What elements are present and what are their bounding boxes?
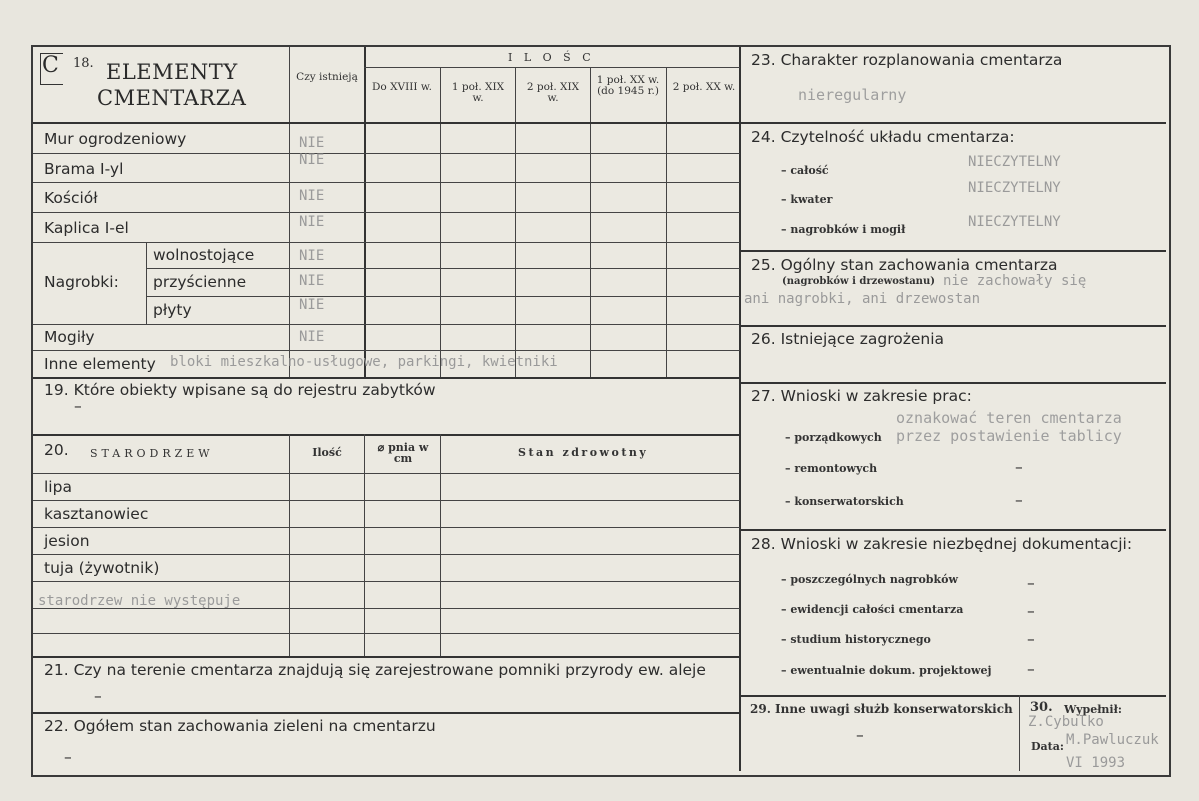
s27-value-konserwatorskich: – bbox=[1015, 491, 1023, 509]
col-line bbox=[364, 434, 365, 656]
col-header: 2 poł. XX w. bbox=[672, 81, 736, 93]
s25-value2: ani nagrobki, ani drzewostan bbox=[744, 291, 981, 307]
row-line bbox=[740, 529, 1166, 531]
row-line bbox=[33, 324, 740, 325]
s24-item-nagrobkow: – nagrobków i mogił bbox=[781, 223, 906, 236]
section-title-line2: CMENTARZA bbox=[97, 86, 247, 110]
tree-lipa: lipa bbox=[44, 478, 72, 496]
row-line bbox=[33, 473, 740, 474]
row-line bbox=[146, 268, 740, 269]
s21-label: 21. Czy na terenie cmentarza znajdują się zarejestrowane pomniki przyrody ew. aleje bbox=[44, 661, 706, 679]
s26-label: 26. Istniejące zagrożenia bbox=[751, 330, 945, 348]
col-line bbox=[666, 67, 667, 377]
s25-sub: (nagrobków i drzewostanu) bbox=[782, 276, 935, 287]
col-line bbox=[590, 67, 591, 377]
s20-ilosc-header: Ilość bbox=[312, 446, 342, 459]
row-line bbox=[33, 350, 740, 351]
col-line bbox=[515, 67, 516, 377]
s24-label: 24. Czytelność układu cmentarza: bbox=[751, 128, 1015, 146]
s28-value-nagrobkow: – bbox=[1027, 574, 1035, 592]
row-line bbox=[740, 325, 1166, 327]
s28-value-ewidencji: – bbox=[1027, 602, 1035, 620]
s20-pnia-header: ⌀ pnia w cm bbox=[377, 441, 429, 465]
s28-item-projektowej: – ewentualnie dokum. projektowej bbox=[781, 664, 992, 677]
col-line bbox=[289, 434, 290, 656]
s30-date: VI 1993 bbox=[1066, 755, 1126, 771]
s25-value1: nie zachowały się bbox=[943, 273, 1087, 289]
row-value-kaplica: NIE bbox=[299, 214, 325, 230]
s19-value: – bbox=[74, 397, 82, 415]
s28-item-ewidencji: – ewidencji całości cmentarza bbox=[781, 603, 964, 616]
s30-number: 30. bbox=[1030, 700, 1053, 715]
s24-value-nagrobkow: NIECZYTELNY bbox=[968, 214, 1061, 230]
col-line bbox=[440, 67, 441, 377]
tree-kasztanowiec: kasztanowiec bbox=[44, 505, 149, 523]
nagrobki-label: Nagrobki: bbox=[44, 273, 119, 291]
col-line bbox=[146, 243, 147, 324]
col-line bbox=[440, 434, 441, 656]
ilosc-header: I L O Ś C bbox=[508, 51, 595, 64]
s27-item-porzadkowych: – porządkowych bbox=[785, 431, 882, 444]
col-header: 2 poł. XIX w. bbox=[526, 81, 580, 104]
col-header: 1 poł. XX w. (do 1945 r.) bbox=[596, 74, 660, 97]
row-label-kaplica: Kaplica I-el bbox=[44, 219, 129, 237]
row-line bbox=[740, 382, 1166, 384]
col-header: Do XVIII w. bbox=[372, 81, 432, 93]
row-line bbox=[146, 296, 740, 297]
row-line bbox=[33, 153, 740, 154]
s29-value: – bbox=[856, 726, 864, 744]
s29-label: 29. Inne uwagi służb konserwatorskich bbox=[750, 702, 1013, 716]
center-divider bbox=[739, 47, 741, 771]
s28-value-studium: – bbox=[1027, 630, 1035, 648]
row-line bbox=[33, 500, 740, 501]
section-title-line1: ELEMENTY bbox=[106, 60, 238, 84]
s28-item-nagrobkow: – poszczególnych nagrobków bbox=[781, 573, 958, 586]
s22-label: 22. Ogółem stan zachowania zieleni na cmentarzu bbox=[44, 717, 436, 735]
row-value-kosciol: NIE bbox=[299, 188, 325, 204]
category-letter: C bbox=[42, 53, 60, 78]
s20-stan-header: Stan zdrowotny bbox=[518, 446, 649, 459]
s23-value: nieregularny bbox=[798, 86, 907, 104]
s28-value-projektowej: – bbox=[1027, 660, 1035, 678]
inne-label: Inne elementy bbox=[44, 355, 156, 373]
row-value-mur: NIE bbox=[299, 135, 325, 151]
col-line bbox=[1019, 695, 1020, 771]
row-line bbox=[33, 242, 740, 243]
s24-value-calosc: NIECZYTELNY bbox=[968, 154, 1061, 170]
s24-item-calosc: – całość bbox=[781, 164, 829, 177]
s27-item-remontowych: – remontowych bbox=[785, 462, 878, 475]
row-line bbox=[33, 122, 740, 124]
row-line bbox=[33, 712, 740, 714]
s27-note2: przez postawienie tablicy bbox=[896, 427, 1122, 445]
tree-jesion: jesion bbox=[44, 532, 90, 550]
tree-tuja: tuja (żywotnik) bbox=[44, 559, 160, 577]
nagrobki-plyty-label: płyty bbox=[153, 301, 192, 319]
s24-item-kwater: – kwater bbox=[781, 193, 833, 206]
s27-value-remontowych: – bbox=[1015, 458, 1023, 476]
s23-label: 23. Charakter rozplanowania cmentarza bbox=[751, 51, 1063, 69]
nagrobki-wolnostojace-value: NIE bbox=[299, 248, 325, 264]
inne-value: bloki mieszkalno-usługowe, parkingi, kwietniki bbox=[170, 354, 558, 370]
czy-istnieja-header: Czy istnieją bbox=[296, 71, 358, 83]
row-value-brama: NIE bbox=[299, 152, 325, 168]
row-line bbox=[740, 122, 1166, 124]
row-line bbox=[33, 527, 740, 528]
row-line bbox=[33, 554, 740, 555]
row-line bbox=[740, 695, 1166, 697]
col-header: 1 poł. XIX w. bbox=[451, 81, 505, 104]
nagrobki-przyscienne-value: NIE bbox=[299, 273, 325, 289]
s28-item-studium: – studium historycznego bbox=[781, 633, 931, 646]
mogily-label: Mogiły bbox=[44, 328, 95, 346]
s30-data-label: Data: bbox=[1031, 740, 1064, 753]
row-label-brama: Brama I-yl bbox=[44, 160, 124, 178]
row-line bbox=[740, 250, 1166, 252]
row-line bbox=[33, 581, 740, 582]
starodrzew-note: starodrzew nie występuje bbox=[38, 593, 241, 609]
nagrobki-wolnostojace-label: wolnostojące bbox=[153, 246, 255, 264]
row-label-mur: Mur ogrodzeniowy bbox=[44, 130, 187, 148]
s20-title: STARODRZEW bbox=[90, 447, 214, 460]
s27-item-konserwatorskich: – konserwatorskich bbox=[785, 495, 904, 508]
s27-note1: oznakować teren cmentarza bbox=[896, 409, 1122, 427]
s28-label: 28. Wnioski w zakresie niezbędnej dokumentacji: bbox=[751, 535, 1133, 553]
s27-label: 27. Wnioski w zakresie prac: bbox=[751, 387, 972, 405]
row-line bbox=[33, 377, 740, 379]
nagrobki-przyscienne-label: przyścienne bbox=[153, 273, 247, 291]
row-line bbox=[33, 656, 740, 658]
s22-value: – bbox=[64, 748, 72, 766]
s24-value-kwater: NIECZYTELNY bbox=[968, 180, 1061, 196]
section-number: 18. bbox=[73, 56, 94, 71]
row-label-kosciol: Kościół bbox=[44, 189, 98, 207]
s30-name1: Z.Cybulko bbox=[1028, 714, 1104, 730]
nagrobki-plyty-value: NIE bbox=[299, 297, 325, 313]
s25-label: 25. Ogólny stan zachowania cmentarza bbox=[751, 256, 1058, 274]
s21-value: – bbox=[94, 687, 102, 705]
mogily-value: NIE bbox=[299, 329, 325, 345]
s19-label: 19. Które obiekty wpisane są do rejestru zabytków bbox=[44, 381, 436, 399]
row-line bbox=[33, 434, 740, 436]
s20-number: 20. bbox=[44, 441, 69, 459]
s30-name2: M.Pawluczuk bbox=[1066, 732, 1159, 748]
row-line bbox=[33, 633, 740, 634]
row-line bbox=[364, 67, 740, 68]
s30-wypelnil: Wypełnił: bbox=[1064, 703, 1122, 716]
row-line bbox=[33, 212, 740, 213]
row-line bbox=[33, 182, 740, 183]
